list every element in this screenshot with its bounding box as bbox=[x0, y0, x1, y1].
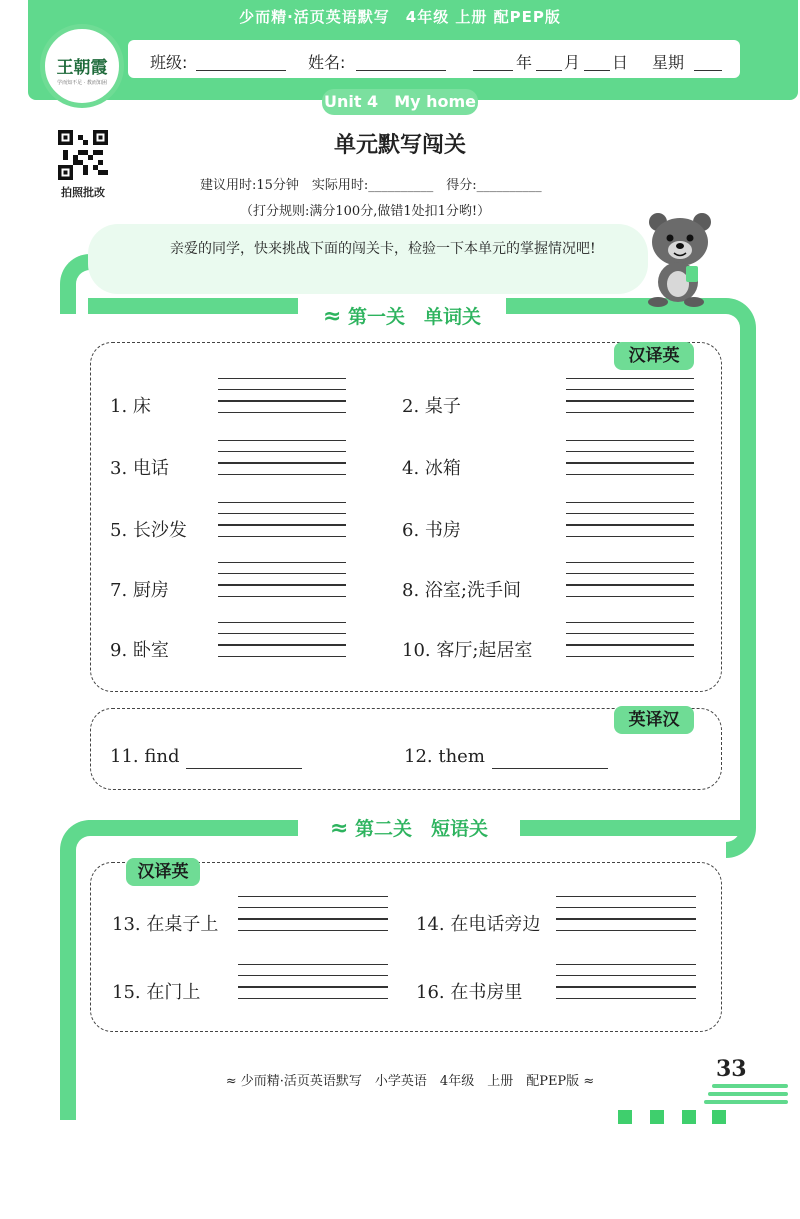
track-segment bbox=[88, 298, 298, 314]
unit-tab: Unit 4 My home bbox=[322, 89, 478, 115]
tag-cn-to-en: 汉译英 bbox=[126, 858, 200, 886]
brand-logo bbox=[40, 24, 124, 108]
track-segment bbox=[520, 820, 740, 836]
page-title: 单元默写闯关 bbox=[333, 133, 466, 158]
list-item: 13. 在桌子上 bbox=[112, 914, 219, 935]
list-item: 15. 在门上 bbox=[112, 982, 201, 1003]
answer-line[interactable] bbox=[186, 768, 302, 769]
logo-text: 王朝霞 bbox=[56, 58, 108, 78]
list-item: 12. them bbox=[404, 746, 485, 767]
list-item: 14. 在电话旁边 bbox=[416, 914, 541, 935]
day-field[interactable] bbox=[584, 70, 610, 71]
answer-line[interactable] bbox=[492, 768, 608, 769]
list-item: 7. 厨房 bbox=[110, 580, 169, 601]
weekday-label: 星期 bbox=[652, 53, 685, 72]
info-bar bbox=[128, 40, 740, 78]
list-item: 6. 书房 bbox=[402, 520, 461, 541]
answer-lines[interactable] bbox=[566, 378, 694, 423]
tag-en-to-cn: 英译汉 bbox=[614, 706, 694, 734]
answer-lines[interactable] bbox=[566, 562, 694, 607]
answer-lines[interactable] bbox=[566, 502, 694, 547]
logo-subtitle: 学而知不足 · 教而知困 bbox=[57, 80, 107, 86]
wave-icon: ≈ bbox=[579, 1074, 595, 1089]
bear-mascot-icon bbox=[636, 208, 726, 308]
track-curve bbox=[60, 254, 90, 314]
wave-icon: ≈ bbox=[322, 304, 342, 329]
footer-text: ≈ 少而精·活页英语默写 小学英语 4年级 上册 配PEP版 ≈ bbox=[225, 1074, 595, 1089]
answer-lines[interactable] bbox=[218, 378, 346, 423]
footer-wave bbox=[712, 1084, 788, 1088]
qr-label: 拍照批改 bbox=[61, 186, 105, 199]
answer-lines[interactable] bbox=[218, 562, 346, 607]
scoring-rule: （打分规则:满分100分,做错1处扣1分哟!） bbox=[240, 204, 491, 219]
answer-lines[interactable] bbox=[238, 896, 388, 941]
name-field[interactable] bbox=[356, 70, 446, 71]
list-item: 2. 桌子 bbox=[402, 396, 461, 417]
wave-icon: ≈ bbox=[329, 816, 349, 841]
year-field[interactable] bbox=[473, 70, 513, 71]
series-title: 少而精·活页英语默写 4年级 上册 配PEP版 bbox=[239, 8, 561, 26]
answer-lines[interactable] bbox=[218, 622, 346, 667]
list-item: 5. 长沙发 bbox=[110, 520, 187, 541]
answer-lines[interactable] bbox=[238, 964, 388, 1009]
qr-code-icon[interactable] bbox=[58, 130, 108, 180]
month-field[interactable] bbox=[536, 70, 562, 71]
answer-lines[interactable] bbox=[218, 440, 346, 485]
footer-wave bbox=[708, 1092, 788, 1096]
decor-square bbox=[712, 1110, 726, 1124]
wave-icon: ≈ bbox=[225, 1074, 241, 1089]
name-label: 姓名: bbox=[308, 53, 346, 72]
footer-wave bbox=[704, 1100, 788, 1104]
answer-lines[interactable] bbox=[556, 896, 696, 941]
decor-square bbox=[618, 1110, 632, 1124]
decor-square bbox=[682, 1110, 696, 1124]
list-item: 9. 卧室 bbox=[110, 640, 169, 661]
section1-heading: ≈ 第一关 单词关 bbox=[298, 302, 506, 329]
time-info: 建议用时:15分钟 实际用时:__________ 得分:__________ bbox=[200, 178, 542, 193]
answer-lines[interactable] bbox=[566, 440, 694, 485]
list-item: 1. 床 bbox=[110, 396, 151, 417]
weekday-field[interactable] bbox=[694, 70, 722, 71]
month-label: 月 bbox=[564, 53, 581, 72]
track-curve bbox=[726, 298, 756, 858]
list-item: 10. 客厅;起居室 bbox=[402, 640, 533, 661]
section2-heading: ≈ 第二关 短语关 bbox=[298, 814, 520, 841]
answer-lines[interactable] bbox=[218, 502, 346, 547]
year-label: 年 bbox=[516, 53, 533, 72]
tag-cn-to-en: 汉译英 bbox=[614, 342, 694, 370]
track-segment bbox=[88, 820, 298, 836]
intro-text: 亲爱的同学，快来挑战下面的闯关卡，检验一下本单元的掌握情况吧! bbox=[170, 241, 596, 257]
list-item: 4. 冰箱 bbox=[402, 458, 461, 479]
answer-lines[interactable] bbox=[566, 622, 694, 667]
track-curve bbox=[60, 820, 90, 1120]
decor-square bbox=[650, 1110, 664, 1124]
class-label: 班级: bbox=[150, 53, 188, 72]
list-item: 3. 电话 bbox=[110, 458, 169, 479]
list-item: 8. 浴室;洗手间 bbox=[402, 580, 521, 601]
answer-lines[interactable] bbox=[556, 964, 696, 1009]
class-field[interactable] bbox=[196, 70, 286, 71]
list-item: 11. find bbox=[110, 746, 180, 767]
page-number: 33 bbox=[716, 1056, 747, 1082]
day-label: 日 bbox=[612, 53, 629, 72]
list-item: 16. 在书房里 bbox=[416, 982, 523, 1003]
